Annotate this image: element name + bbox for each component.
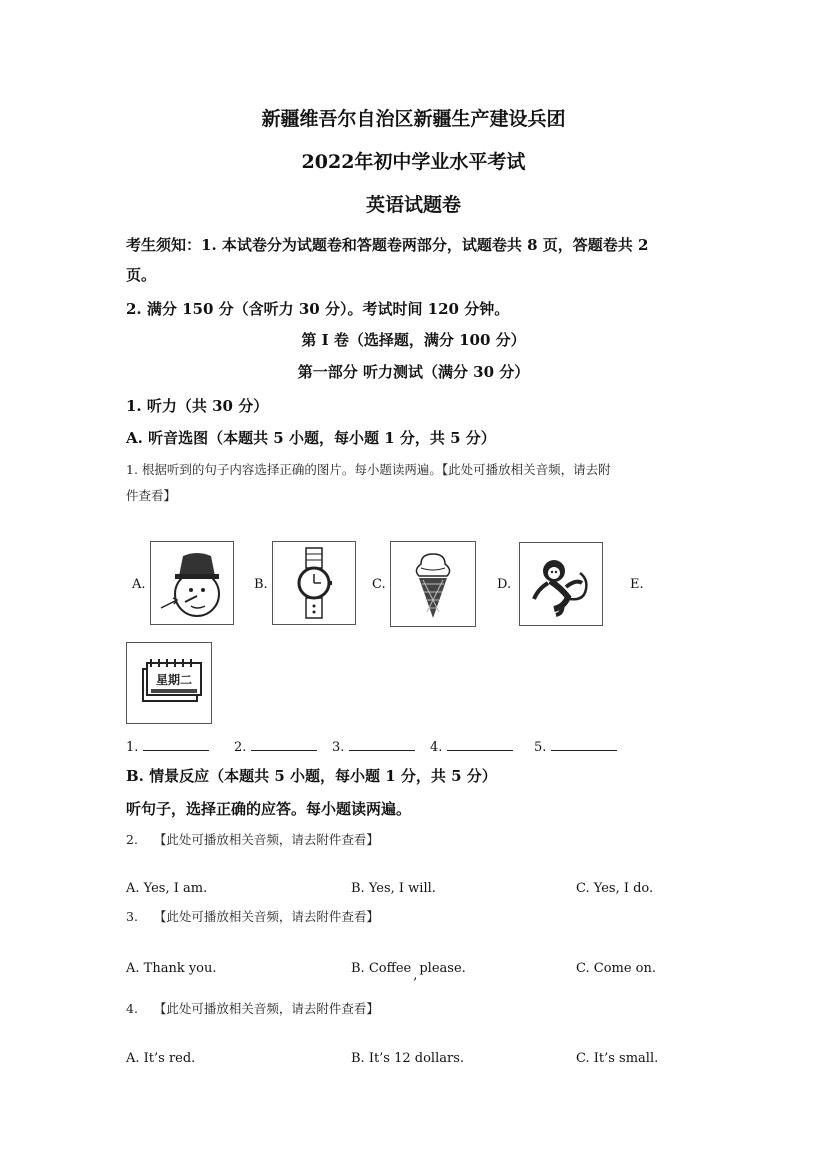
q2-option-c[interactable]: C. Yes, I do. — [576, 881, 654, 896]
answer-blank-2[interactable]: 2. — [234, 738, 317, 755]
audio-placeholder[interactable]: 【此处可播放相关音频，请去附件查看】 — [153, 909, 379, 924]
notice-line-1: 考生须知：1. 本试卷分为试题卷和答题卷两部分，试题卷共 8 页，答题卷共 2 — [126, 236, 649, 254]
q2-option-b[interactable]: B. Yes, I will. — [351, 881, 436, 896]
section-b-instruction: 听句子，选择正确的应答。每小题读两遍。 — [126, 800, 412, 818]
section-a-title: A. 听音选图（本题共 5 小题，每小题 1 分，共 5 分） — [126, 429, 496, 447]
q3-option-c[interactable]: C. Come on. — [576, 961, 657, 976]
monkey-icon — [520, 543, 602, 625]
section-1-title: 1. 听力（共 30 分） — [126, 397, 269, 415]
picture-label-a: A. — [132, 577, 146, 592]
answer-blank-5[interactable]: 5. — [534, 738, 617, 755]
ice-cream-icon — [391, 542, 475, 626]
question-3: 3. 【此处可播放相关音频，请去附件查看】 — [126, 909, 379, 924]
watch-icon — [273, 542, 355, 624]
notice-line-2: 2. 满分 150 分（含听力 30 分）。考试时间 120 分钟。 — [126, 300, 510, 318]
picture-d — [519, 542, 603, 626]
q4-option-c[interactable]: C. It’s small. — [576, 1051, 659, 1066]
question-4: 4. 【此处可播放相关音频，请去附件查看】 — [126, 1001, 379, 1016]
picture-label-b: B. — [254, 577, 268, 592]
q4-option-b[interactable]: B. It’s 12 dollars. — [351, 1051, 465, 1066]
snowman-icon — [151, 542, 233, 624]
picture-a — [150, 541, 234, 625]
picture-e — [126, 642, 212, 724]
exam-header-subject: 英语试题卷 — [365, 194, 461, 216]
section-a-instruction-1: 1. 根据听到的句子内容选择正确的图片。每小题读两遍。【此处可播放相关音频，请去附 — [126, 462, 611, 477]
picture-label-d: D. — [497, 577, 512, 592]
notice-line-1-cont: 页。 — [126, 266, 157, 284]
q3-option-b[interactable]: B. Coffee , please. — [351, 961, 466, 983]
answer-blank-4[interactable]: 4. — [430, 738, 513, 755]
picture-c — [390, 541, 476, 627]
picture-label-c: C. — [372, 577, 386, 592]
audio-placeholder[interactable]: 【此处可播放相关音频，请去附件查看】 — [153, 1001, 379, 1016]
calendar-icon — [127, 643, 211, 723]
part-title: 第一部分 听力测试（满分 30 分） — [297, 363, 530, 381]
q2-option-a[interactable]: A. Yes, I am. — [126, 881, 208, 896]
section-a-instruction-2: 件查看】 — [126, 488, 177, 503]
answer-blank-1[interactable]: 1. — [126, 738, 209, 755]
q4-option-a[interactable]: A. It’s red. — [126, 1051, 196, 1066]
answer-blank-3[interactable]: 3. — [332, 738, 415, 755]
volume-title: 第 I 卷（选择题，满分 100 分） — [301, 331, 526, 349]
audio-placeholder[interactable]: 【此处可播放相关音频，请去附件查看】 — [153, 832, 379, 847]
picture-label-e: E. — [630, 577, 644, 592]
question-2: 2. 【此处可播放相关音频，请去附件查看】 — [126, 832, 379, 847]
picture-b — [272, 541, 356, 625]
section-b-title: B. 情景反应（本题共 5 小题，每小题 1 分，共 5 分） — [126, 767, 497, 785]
exam-header-year: 2022年初中学业水平考试 — [301, 151, 526, 173]
exam-header-region: 新疆维吾尔自治区新疆生产建设兵团 — [261, 108, 566, 130]
q3-option-a[interactable]: A. Thank you. — [126, 961, 217, 976]
svg-text:星期二: 星期二 — [155, 673, 193, 687]
